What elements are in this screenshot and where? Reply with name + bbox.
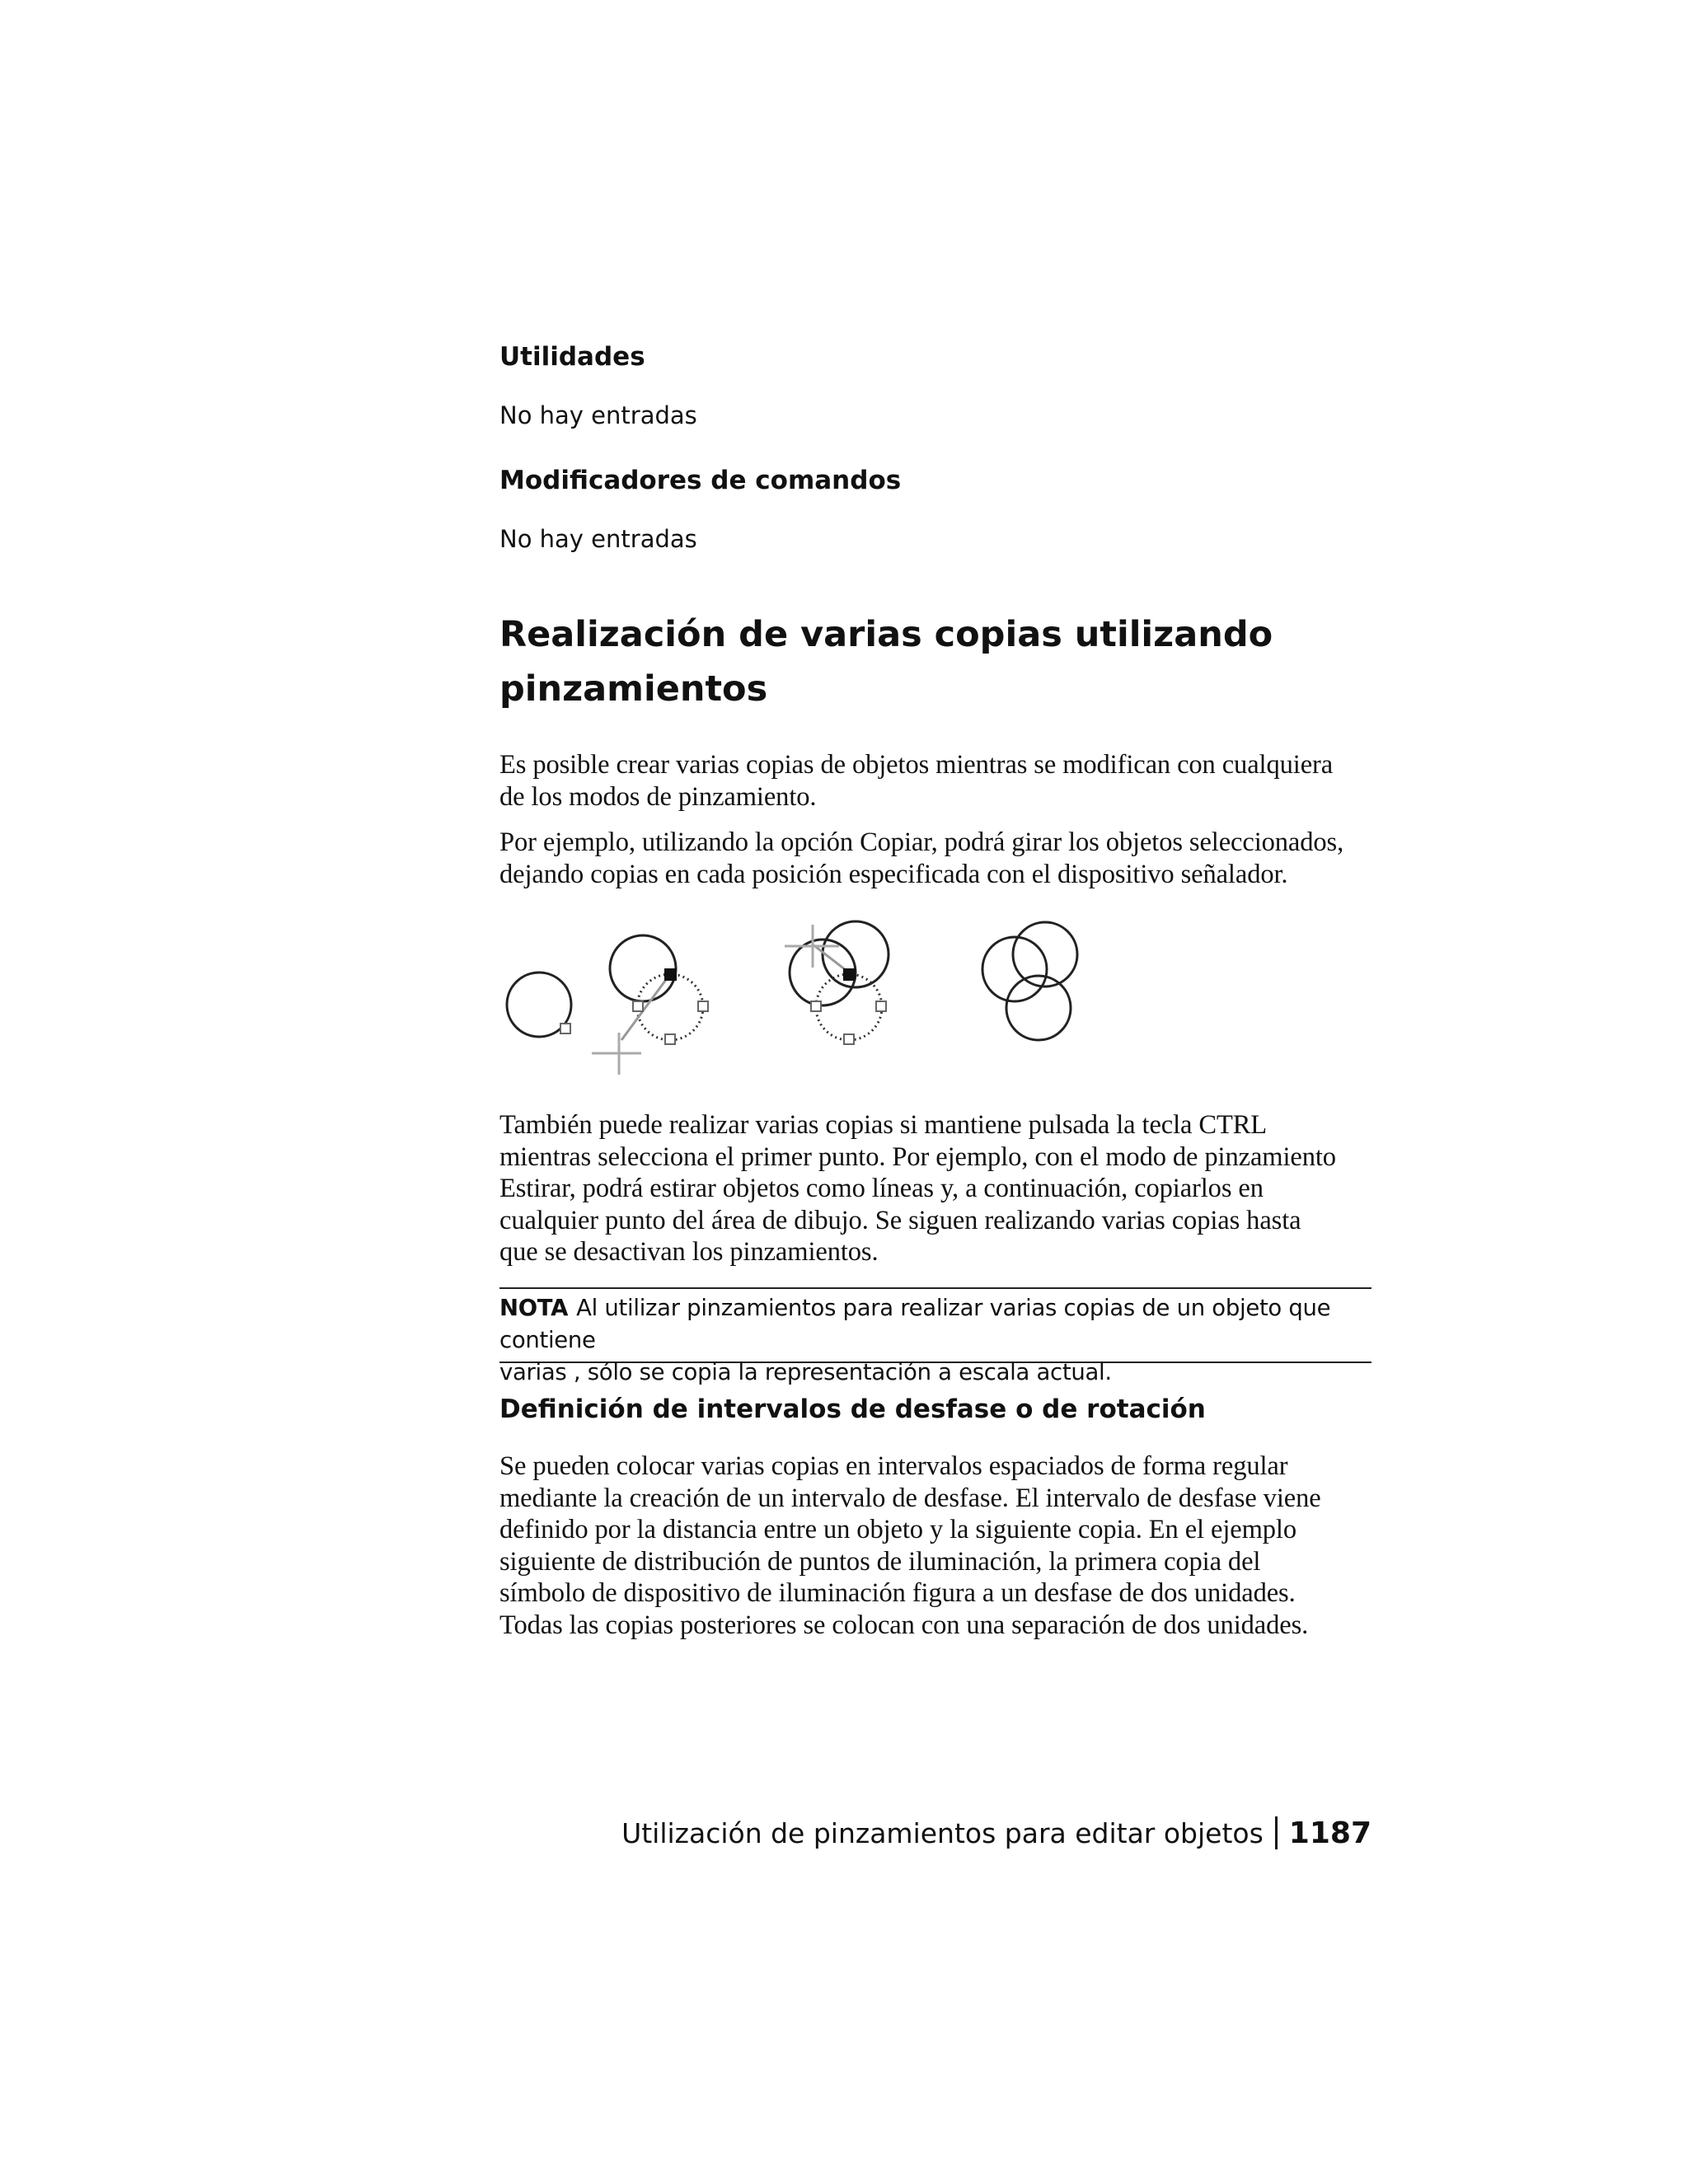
paragraph-line: mientras selecciona el primer punto. Por ejemplo, con el modo de pinzamiento: [499, 1141, 1336, 1172]
grip-square: [876, 1001, 886, 1011]
step-4-group: [982, 922, 1077, 1040]
paragraph-3: [499, 1109, 1372, 1268]
footer-separator: [1275, 1816, 1278, 1849]
utilidades-heading: Utilidades: [499, 342, 645, 372]
paragraph-2: [499, 827, 1372, 890]
paragraph-1: [499, 749, 1372, 813]
main-heading: [499, 607, 1372, 716]
modificadores-text: No hay entradas: [499, 525, 697, 553]
paragraph-line: cualquier punto del área de dibujo. Se siguen realizando varias copias hasta: [499, 1205, 1301, 1235]
utilidades-body: [499, 399, 1372, 432]
hot-grip: [664, 968, 677, 981]
modificadores-heading: Modificadores de comandos: [499, 466, 902, 495]
subsection-heading: Definición de intervalos de desfase o de rotación: [499, 1394, 1206, 1424]
paragraph-line: que se desactivan los pinzamientos.: [499, 1237, 879, 1267]
utilidades-text: No hay entradas: [499, 401, 697, 429]
paragraph-line: de los modos de pinzamiento.: [499, 781, 817, 812]
paragraph-line: dejando copias en cada posición especificada con el dispositivo señalador.: [499, 859, 1288, 889]
grip-square: [560, 1024, 570, 1033]
main-heading-line1: Realización de varias copias utilizando: [499, 614, 1273, 655]
page-number: 1187: [1288, 1816, 1372, 1850]
paragraph-line: Todas las copias posteriores se colocan con una separación de dos unidades.: [499, 1610, 1309, 1640]
subsection-heading-block: [499, 1393, 1372, 1426]
paragraph-line: siguiente de distribución de puntos de iluminación, la primera copia del: [499, 1546, 1261, 1577]
page-footer: [621, 1816, 1372, 1852]
paragraph-line: Es posible crear varias copias de objetos mientras se modifican con cualquiera: [499, 750, 1334, 780]
paragraph-line: Se pueden colocar varias copias en intervalos espaciados de forma regular: [499, 1451, 1288, 1481]
grips-copy-illustration: [499, 913, 1109, 1086]
paragraph-line: También puede realizar varias copias si mantiene pulsada la tecla CTRL: [499, 1110, 1268, 1140]
note-label: NOTA: [499, 1295, 569, 1321]
note-line-1: [499, 1292, 1372, 1357]
main-heading-line2: pinzamientos: [499, 668, 768, 710]
note-box: [499, 1287, 1372, 1385]
paragraph-line: Por ejemplo, utilizando la opción Copiar, podrá girar los objetos seleccionados,: [499, 827, 1344, 857]
modificadores-body: [499, 523, 1372, 555]
step-2-group: [592, 935, 708, 1075]
rubber-band-line: [621, 974, 670, 1040]
grip-square: [811, 1001, 821, 1011]
grip-square: [698, 1001, 708, 1011]
grip-square: [665, 1034, 675, 1044]
paragraph-line: Estirar, podrá estirar objetos como líneas y, a continuación, copiarlos en: [499, 1174, 1264, 1203]
note-text-1: Al utilizar pinzamientos para realizar varias copias de un objeto que contiene: [499, 1295, 1331, 1353]
note-text-2: varias , sólo se copia la representación a escala actual.: [499, 1359, 1112, 1385]
grip-square: [633, 1001, 643, 1011]
rubber-band-line: [813, 944, 849, 972]
paragraph-line: definido por la distancia entre un objeto y la siguiente copia. En el ejemplo: [499, 1515, 1296, 1544]
subsection-body: [499, 1451, 1372, 1641]
footer-title: Utilización de pinzamientos para editar objetos: [621, 1817, 1264, 1849]
utilidades-section: [499, 340, 1372, 373]
step-3-group: [785, 921, 889, 1044]
paragraph-line: símbolo de dispositivo de iluminación figura a un desfase de dos unidades.: [499, 1578, 1296, 1608]
hot-grip: [843, 968, 856, 981]
paragraph-line: mediante la creación de un intervalo de desfase. El intervalo de desfase viene: [499, 1483, 1321, 1513]
grip-square: [844, 1034, 854, 1044]
modificadores-section: [499, 464, 1372, 497]
